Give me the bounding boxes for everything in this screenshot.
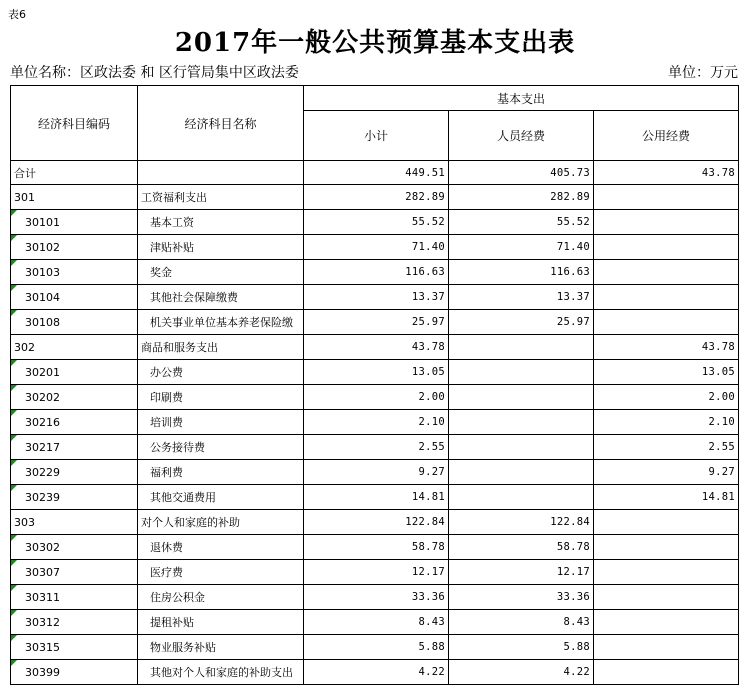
- row-public: [594, 385, 739, 410]
- row-subtotal: [304, 235, 449, 260]
- row-public: [594, 185, 739, 210]
- row-name: [138, 335, 304, 360]
- cell-text-marker-icon: [11, 660, 17, 666]
- table-row: [11, 260, 739, 285]
- table-row: [11, 185, 739, 210]
- table-row: [11, 310, 739, 335]
- row-personnel-text: 33.36: [556, 591, 590, 603]
- row-name-text: 其他交通费用: [150, 491, 216, 504]
- row-code: [11, 210, 138, 235]
- header-basic-expenditure: 基本支出: [304, 86, 739, 111]
- row-personnel-text: 12.17: [556, 566, 590, 578]
- row-code: [11, 260, 138, 285]
- row-name: [138, 535, 304, 560]
- row-name-text: 津贴补贴: [150, 241, 194, 254]
- cell-text-marker-icon: [11, 360, 17, 366]
- row-code: [11, 185, 138, 210]
- row-subtotal-text: 33.36: [411, 591, 445, 603]
- row-name: [138, 210, 304, 235]
- row-personnel: [449, 335, 594, 360]
- row-public: [594, 260, 739, 285]
- table-row: [11, 510, 739, 535]
- cell-text-marker-icon: [11, 485, 17, 491]
- row-name: [138, 385, 304, 410]
- row-personnel-text: 116.63: [550, 266, 590, 278]
- row-public: [594, 161, 739, 185]
- row-subtotal: [304, 485, 449, 510]
- row-name-text: 提租补贴: [150, 616, 194, 629]
- cell-text-marker-icon: [11, 635, 17, 641]
- row-personnel: [449, 560, 594, 585]
- table-row: [11, 235, 739, 260]
- row-name-text: 商品和服务支出: [141, 341, 218, 354]
- cell-text-marker-icon: [11, 310, 17, 316]
- row-name-text: 退休费: [150, 541, 183, 554]
- row-personnel: [449, 460, 594, 485]
- row-code: [11, 410, 138, 435]
- cell-text-marker-icon: [11, 535, 17, 541]
- row-personnel-text: 13.37: [556, 291, 590, 303]
- table-row: [11, 210, 739, 235]
- table-row: [11, 161, 739, 185]
- row-code-text: 30102: [25, 240, 60, 254]
- row-name-text: 奖金: [150, 266, 172, 279]
- row-code-text: 30311: [25, 590, 60, 604]
- row-public-text: 43.78: [701, 341, 735, 353]
- row-public-text: 2.55: [708, 441, 735, 453]
- row-code-text: 30312: [25, 615, 60, 629]
- unit-info-row: [10, 62, 740, 80]
- row-personnel: [449, 535, 594, 560]
- row-code-text: 30307: [25, 565, 60, 579]
- table-row: [11, 410, 739, 435]
- row-code: [11, 161, 138, 185]
- row-code: [11, 385, 138, 410]
- row-subtotal-text: 12.17: [411, 566, 445, 578]
- row-personnel: [449, 210, 594, 235]
- row-subtotal-text: 58.78: [411, 541, 445, 553]
- row-subtotal-text: 71.40: [411, 241, 445, 253]
- cell-text-marker-icon: [11, 235, 17, 241]
- row-code-text: 30108: [25, 315, 60, 329]
- row-personnel-text: 58.78: [556, 541, 590, 553]
- row-public: [594, 635, 739, 660]
- row-subtotal-text: 449.51: [405, 166, 445, 179]
- row-code: [11, 310, 138, 335]
- row-code: [11, 635, 138, 660]
- row-public: [594, 410, 739, 435]
- header-subtotal: 小计: [304, 111, 449, 161]
- row-subtotal: [304, 335, 449, 360]
- row-subtotal-text: 25.97: [411, 316, 445, 328]
- row-code: [11, 435, 138, 460]
- row-name: [138, 260, 304, 285]
- row-personnel-text: 71.40: [556, 241, 590, 253]
- row-subtotal-text: 5.88: [418, 641, 445, 653]
- row-name: [138, 560, 304, 585]
- row-name-text: 物业服务补贴: [150, 641, 216, 654]
- row-subtotal-text: 2.55: [418, 441, 445, 453]
- row-personnel-text: 122.84: [550, 516, 590, 528]
- page-title: 2017年一般公共预算基本支出表: [174, 28, 576, 58]
- row-personnel: [449, 635, 594, 660]
- row-code-text: 30104: [25, 290, 60, 304]
- row-subtotal: [304, 161, 449, 185]
- row-public: [594, 335, 739, 360]
- row-personnel: [449, 435, 594, 460]
- row-code-text: 30103: [25, 265, 60, 279]
- table-row: [11, 660, 739, 685]
- table-row: [11, 535, 739, 560]
- table-row: [11, 485, 739, 510]
- row-personnel-text: 5.88: [563, 641, 590, 653]
- row-name-text: 办公费: [150, 366, 183, 379]
- row-name-text: 住房公积金: [150, 591, 205, 604]
- row-subtotal: [304, 510, 449, 535]
- row-name: [138, 410, 304, 435]
- cell-text-marker-icon: [11, 285, 17, 291]
- row-name: [138, 435, 304, 460]
- row-personnel: [449, 360, 594, 385]
- row-public: [594, 435, 739, 460]
- row-code: [11, 610, 138, 635]
- row-code-text: 合计: [14, 166, 36, 180]
- row-code: [11, 285, 138, 310]
- row-personnel: [449, 660, 594, 685]
- table-row: [11, 335, 739, 360]
- row-name-text: 印刷费: [150, 391, 183, 404]
- table-row: [11, 285, 739, 310]
- row-public: [594, 210, 739, 235]
- row-name: [138, 185, 304, 210]
- row-name-text: 对个人和家庭的补助: [141, 516, 240, 529]
- row-name-text: 基本工资: [150, 216, 194, 229]
- row-public: [594, 510, 739, 535]
- row-personnel: [449, 410, 594, 435]
- cell-text-marker-icon: [11, 610, 17, 616]
- row-public-text: 43.78: [701, 166, 735, 179]
- cell-text-marker-icon: [11, 585, 17, 591]
- row-subtotal: [304, 360, 449, 385]
- row-code-text: 301: [14, 190, 35, 204]
- row-code: [11, 335, 138, 360]
- row-name-text: 其他对个人和家庭的补助支出: [150, 666, 293, 679]
- row-code-text: 30217: [25, 440, 60, 454]
- row-personnel: [449, 385, 594, 410]
- row-name: [138, 635, 304, 660]
- row-name-text: 其他社会保障缴费: [150, 291, 238, 304]
- row-public-text: 2.00: [708, 391, 735, 403]
- row-code: [11, 585, 138, 610]
- row-subtotal-text: 116.63: [405, 266, 445, 278]
- row-personnel: [449, 485, 594, 510]
- header-personnel: 人员经费: [449, 111, 594, 161]
- row-name: [138, 161, 304, 185]
- table-row: [11, 360, 739, 385]
- row-subtotal: [304, 260, 449, 285]
- row-subtotal: [304, 210, 449, 235]
- row-personnel-text: 4.22: [563, 666, 590, 678]
- row-personnel-text: 405.73: [550, 166, 590, 179]
- row-personnel: [449, 285, 594, 310]
- row-personnel: [449, 161, 594, 185]
- table-row: [11, 435, 739, 460]
- table-row: [11, 635, 739, 660]
- row-public-text: 13.05: [701, 366, 735, 378]
- row-public: [594, 660, 739, 685]
- row-public-text: 2.10: [708, 416, 735, 428]
- row-subtotal-text: 13.37: [411, 291, 445, 303]
- row-name: [138, 235, 304, 260]
- row-name: [138, 460, 304, 485]
- row-code: [11, 460, 138, 485]
- header-public: 公用经费: [594, 111, 739, 161]
- row-subtotal-text: 9.27: [418, 466, 445, 478]
- row-name-text: 工资福利支出: [141, 191, 207, 204]
- row-subtotal: [304, 460, 449, 485]
- header-name: 经济科目名称: [138, 86, 304, 161]
- row-personnel: [449, 585, 594, 610]
- cell-text-marker-icon: [11, 560, 17, 566]
- currency-unit: 单位：万元: [668, 65, 738, 81]
- table-row: [11, 385, 739, 410]
- row-public-text: 14.81: [701, 491, 735, 503]
- row-code-text: 30399: [25, 665, 60, 679]
- row-subtotal: [304, 560, 449, 585]
- row-code-text: 30302: [25, 540, 60, 554]
- row-public: [594, 235, 739, 260]
- row-subtotal-text: 2.00: [418, 391, 445, 403]
- row-name: [138, 485, 304, 510]
- row-name-text: 培训费: [150, 416, 183, 429]
- table-row: [11, 610, 739, 635]
- table-row: [11, 560, 739, 585]
- row-name-text: 机关事业单位基本养老保险缴: [150, 316, 293, 329]
- row-code: [11, 535, 138, 560]
- row-name: [138, 660, 304, 685]
- table-row: [11, 460, 739, 485]
- row-personnel: [449, 185, 594, 210]
- cell-text-marker-icon: [11, 410, 17, 416]
- row-subtotal-text: 43.78: [411, 341, 445, 353]
- table-row: [11, 585, 739, 610]
- row-name: [138, 510, 304, 535]
- row-personnel: [449, 610, 594, 635]
- row-subtotal: [304, 585, 449, 610]
- row-personnel: [449, 510, 594, 535]
- row-subtotal: [304, 185, 449, 210]
- row-subtotal: [304, 435, 449, 460]
- row-name-text: 医疗费: [150, 566, 183, 579]
- row-subtotal: [304, 660, 449, 685]
- row-personnel: [449, 260, 594, 285]
- row-code: [11, 510, 138, 535]
- row-code-text: 30216: [25, 415, 60, 429]
- row-subtotal-text: 13.05: [411, 366, 445, 378]
- row-name: [138, 310, 304, 335]
- cell-text-marker-icon: [11, 460, 17, 466]
- row-public: [594, 560, 739, 585]
- row-personnel-text: 8.43: [563, 616, 590, 628]
- row-subtotal-text: 55.52: [411, 216, 445, 228]
- cell-text-marker-icon: [11, 210, 17, 216]
- cell-text-marker-icon: [11, 260, 17, 266]
- row-name: [138, 585, 304, 610]
- row-name: [138, 285, 304, 310]
- row-personnel-text: 282.89: [550, 191, 590, 203]
- row-public: [594, 535, 739, 560]
- row-code-text: 30239: [25, 490, 60, 504]
- row-subtotal-text: 122.84: [405, 516, 445, 528]
- row-public: [594, 310, 739, 335]
- row-subtotal: [304, 535, 449, 560]
- unit-name: 单位名称：区政法委 和 区行管局集中区政法委: [10, 65, 299, 81]
- row-public: [594, 485, 739, 510]
- row-personnel-text: 25.97: [556, 316, 590, 328]
- row-code: [11, 360, 138, 385]
- header-code: 经济科目编码: [11, 86, 138, 161]
- row-code-text: 30101: [25, 215, 60, 229]
- cell-text-marker-icon: [11, 435, 17, 441]
- row-code: [11, 485, 138, 510]
- row-public: [594, 585, 739, 610]
- row-code: [11, 660, 138, 685]
- row-subtotal: [304, 610, 449, 635]
- row-subtotal-text: 4.22: [418, 666, 445, 678]
- row-code-text: 302: [14, 340, 35, 354]
- row-public: [594, 610, 739, 635]
- row-public: [594, 285, 739, 310]
- row-name: [138, 360, 304, 385]
- row-name-text: 公务接待费: [150, 441, 205, 454]
- row-subtotal: [304, 635, 449, 660]
- row-subtotal: [304, 385, 449, 410]
- row-code-text: 303: [14, 515, 35, 529]
- row-code: [11, 235, 138, 260]
- row-public: [594, 360, 739, 385]
- row-code-text: 30315: [25, 640, 60, 654]
- row-personnel: [449, 310, 594, 335]
- row-subtotal-text: 8.43: [418, 616, 445, 628]
- row-subtotal-text: 2.10: [418, 416, 445, 428]
- row-name-text: 福利费: [150, 466, 183, 479]
- row-code-text: 30202: [25, 390, 60, 404]
- row-subtotal-text: 14.81: [411, 491, 445, 503]
- row-subtotal-text: 282.89: [405, 191, 445, 203]
- row-subtotal: [304, 310, 449, 335]
- row-subtotal: [304, 410, 449, 435]
- row-name: [138, 610, 304, 635]
- row-personnel-text: 55.52: [556, 216, 590, 228]
- row-code: [11, 560, 138, 585]
- row-public-text: 9.27: [708, 466, 735, 478]
- budget-table: [10, 85, 739, 685]
- cell-text-marker-icon: [11, 385, 17, 391]
- row-public: [594, 460, 739, 485]
- table-number-tag: 表6: [8, 8, 26, 21]
- row-code-text: 30201: [25, 365, 60, 379]
- row-code-text: 30229: [25, 465, 60, 479]
- row-subtotal: [304, 285, 449, 310]
- row-personnel: [449, 235, 594, 260]
